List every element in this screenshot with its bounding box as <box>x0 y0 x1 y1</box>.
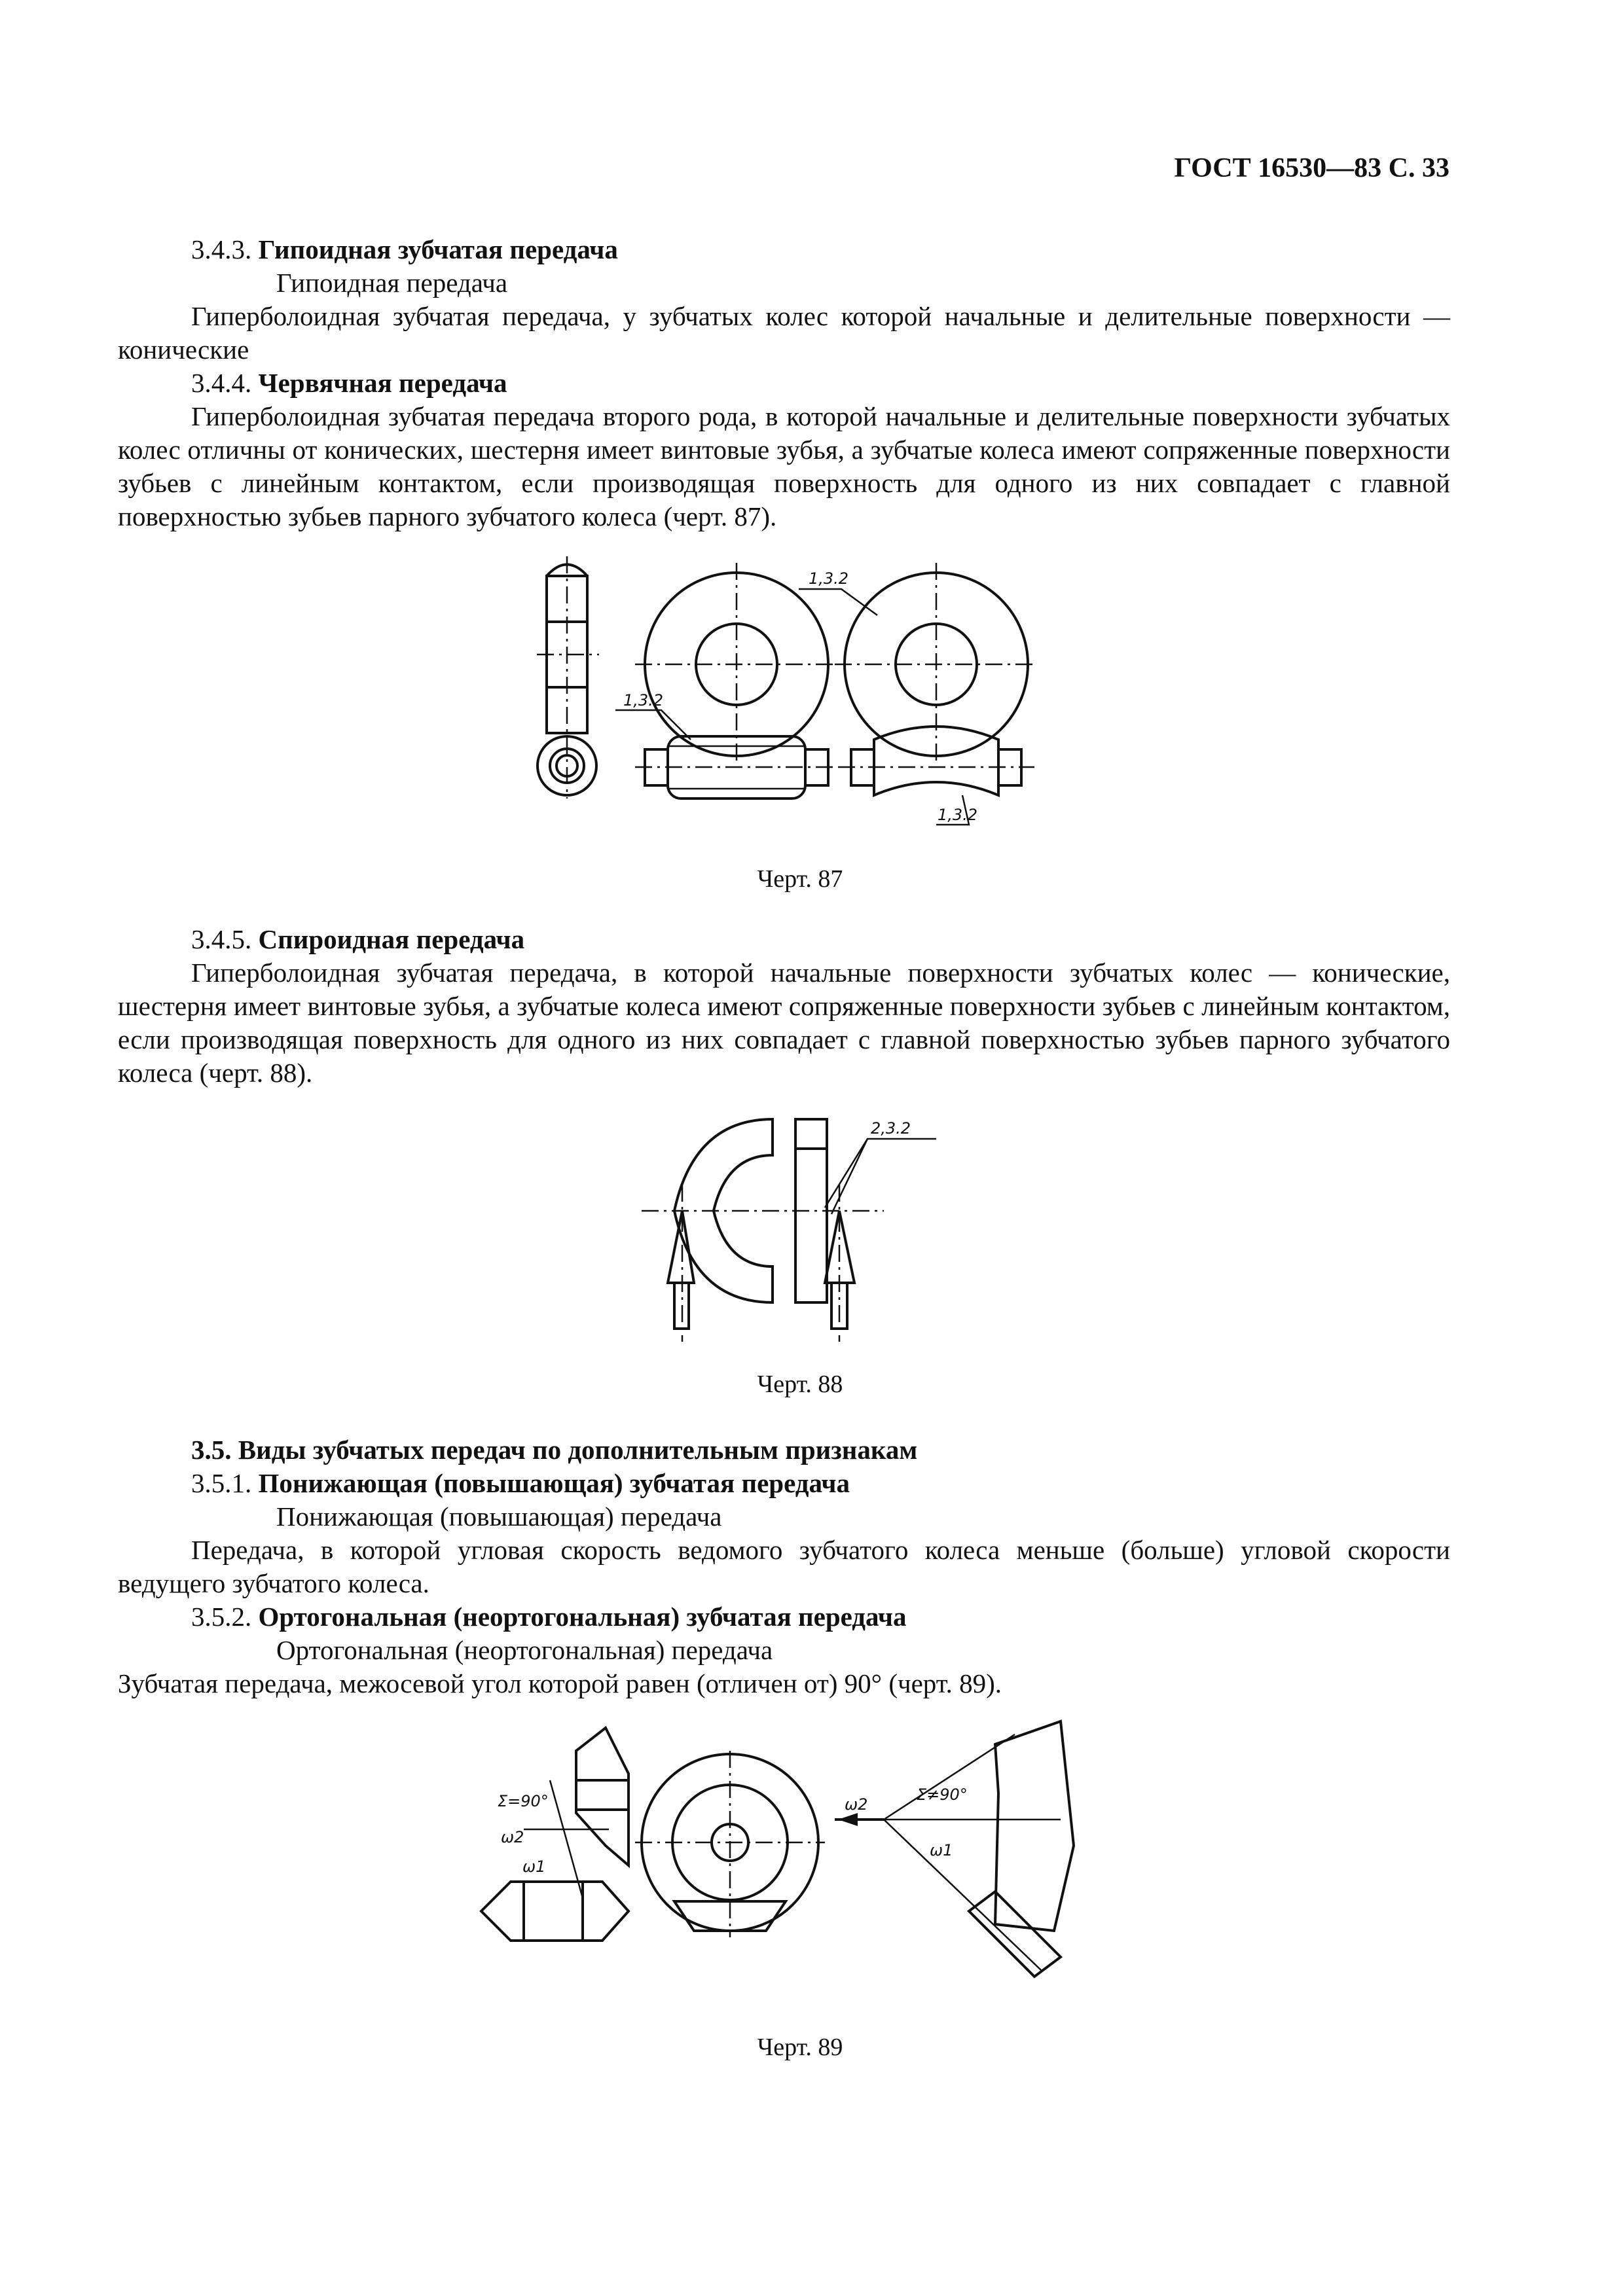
section-3-5 <box>118 1433 1450 1700</box>
term-title: Червячная передача <box>258 368 507 398</box>
sigma-label: Σ≠90° <box>917 1785 968 1804</box>
term-synonym: Ортогональная (неортогональная) передача <box>276 1635 773 1665</box>
omega-label: ω2 <box>501 1828 524 1846</box>
ref-label: 1,3.2 <box>809 569 849 588</box>
term-definition: Гиперболоидная зубчатая передача, у зубчатых колес которой начальные и делительные поверхности — конические <box>118 301 1450 365</box>
omega-label: ω1 <box>930 1841 953 1859</box>
sigma-label: Σ=90° <box>498 1792 549 1810</box>
figure-88-spiroid-gear <box>635 1106 943 1355</box>
term-definition: Передача, в которой угловая скорость ведомого зубчатого колеса меньше (больше) угловой скорости ведущего зубчатого колеса. <box>118 1535 1450 1598</box>
section-heading: 3.4.4. Червячная передача <box>191 368 507 398</box>
section-heading: 3.5.2. Ортогональная (неортогональная) зубчатая передача <box>191 1602 907 1632</box>
section-3-4-3 <box>118 233 1450 367</box>
term-title: Спироидная передача <box>258 924 525 954</box>
term-synonym: Понижающая (повышающая) передача <box>276 1501 722 1532</box>
page-header: ГОСТ 16530—83 С. 33 <box>1174 153 1450 183</box>
omega-label: ω1 <box>522 1857 546 1876</box>
term-title: Понижающая (повышающая) зубчатая передача <box>258 1468 850 1498</box>
figure-87-worm-gear <box>511 550 1034 838</box>
section-heading <box>118 1433 1450 1467</box>
term-definition: Зубчатая передача, межосевой угол которой равен (отличен от) 90° (черт. 89). <box>118 1668 1002 1698</box>
term-synonym: Гипоидная передача <box>276 268 508 298</box>
section-3-4-5 <box>118 923 1450 1090</box>
section-heading: 3.5.1. Понижающая (повышающая) зубчатая передача <box>191 1468 850 1498</box>
figure-89-caption: Черт. 89 <box>757 2034 843 2061</box>
section-3-4-4 <box>118 367 1450 533</box>
term-title: Гипоидная зубчатая передача <box>258 234 618 264</box>
ref-label: 1,3.2 <box>938 806 978 824</box>
term-definition: Гиперболоидная зубчатая передача, в которой начальные поверхности зубчатых колес — конические, шестерня имеет винтовые зубья, а зубчатые колеса имеют сопряженные поверхности зубьев с линейным контактом, если производящая поверхность для одного из них совпадает с главной поверхностью зубьев парного зубчатого колеса (черт. 88). <box>118 958 1450 1088</box>
term-definition: Гиперболоидная зубчатая передача второго рода, в которой начальные и делительные поверхности зубчатых колес отличны от конических, шестерня имеет винтовые зубья, а зубчатые колеса имеют сопряженные поверхности зубьев с линейным контактом, если производящая поверхность для одного из них совпадает с главной поверхностью зубьев парного зубчатого колеса (черт. 87). <box>118 401 1450 531</box>
term-title: Ортогональная (неортогональная) зубчатая передача <box>258 1602 907 1632</box>
figure-88-caption: Черт. 88 <box>757 1371 843 1398</box>
omega-label: ω2 <box>845 1795 868 1814</box>
section-heading: 3.4.5. Спироидная передача <box>191 924 525 954</box>
ref-label: 2,3.2 <box>871 1119 911 1138</box>
figure-87-caption: Черт. 87 <box>757 865 843 893</box>
section-heading: 3.4.3. Гипоидная зубчатая передача <box>191 234 618 264</box>
section-title: 3.5. Виды зубчатых передач по дополнительным признакам <box>191 1435 918 1465</box>
figure-89-bevel-gears <box>471 1715 1113 1990</box>
ref-label: 1,3.2 <box>623 691 664 709</box>
